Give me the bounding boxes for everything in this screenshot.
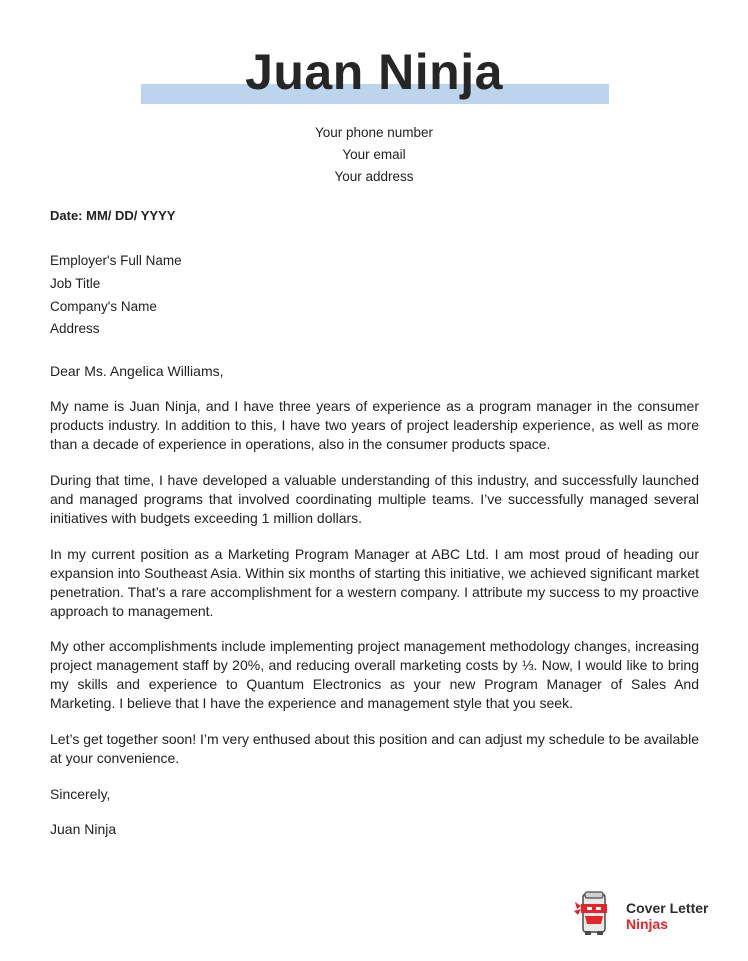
closing: Sincerely, xyxy=(50,786,111,802)
cover-letter-ninjas-logo xyxy=(574,890,724,936)
paragraph-experience: During that time, I have developed a valuable understanding of this industry, and successfully launched and managed programs that involved coordinating multiple teams. I’ve successfully managed several initiatives with budgets exceeding 1 million dollars. xyxy=(50,472,699,526)
salutation: Dear Ms. Angelica Williams, xyxy=(50,363,224,379)
paragraph-call-to-action: Let’s get together soon! I’m very enthused about this position and can adjust my schedule to be available at your convenience. xyxy=(50,731,699,766)
signature: Juan Ninja xyxy=(50,821,117,837)
paragraph-current-position: In my current position as a Marketing Program Manager at ABC Ltd. I am most proud of heading our expansion into Southeast Asia. Within six months of starting this initiative, we achieved significant market penetration. That’s a rare accomplishment for a western company. I attribute my success to my proactive approach to management. xyxy=(50,546,699,619)
contact-email: Your email xyxy=(342,147,406,162)
paragraph-accomplishments: My other accomplishments include implementing project management methodology changes, increasing project management staff by 20%, and reducing overall marketing costs by ⅓. Now, I would like to bring my skills and experience to Quantum Electronics as your new Program Manager of Sales And Marketing. I believe that I have the experience and management style that you seek. xyxy=(50,638,699,711)
contact-address: Your address xyxy=(334,169,414,184)
recipient-company: Company's Name xyxy=(50,299,157,314)
contact-phone: Your phone number xyxy=(314,125,434,140)
logo-line-2: Ninjas xyxy=(626,916,669,932)
applicant-name: Juan Ninja xyxy=(245,44,503,100)
logo-line-1: Cover Letter xyxy=(626,900,709,916)
recipient-address: Address xyxy=(50,321,100,336)
ninja-mascot-icon xyxy=(574,890,618,936)
logo-text xyxy=(626,900,708,932)
paragraph-intro: My name is Juan Ninja, and I have three years of experience as a program manager in the consumer products industry. In addition to this, I have two years of project leadership experience, as well as more than a decade of experience in operations, also in the consumer products space. xyxy=(50,398,699,452)
recipient-name: Employer's Full Name xyxy=(50,253,182,268)
letter-date: Date: MM/ DD/ YYYY xyxy=(50,208,176,223)
recipient-job-title: Job Title xyxy=(50,276,101,291)
